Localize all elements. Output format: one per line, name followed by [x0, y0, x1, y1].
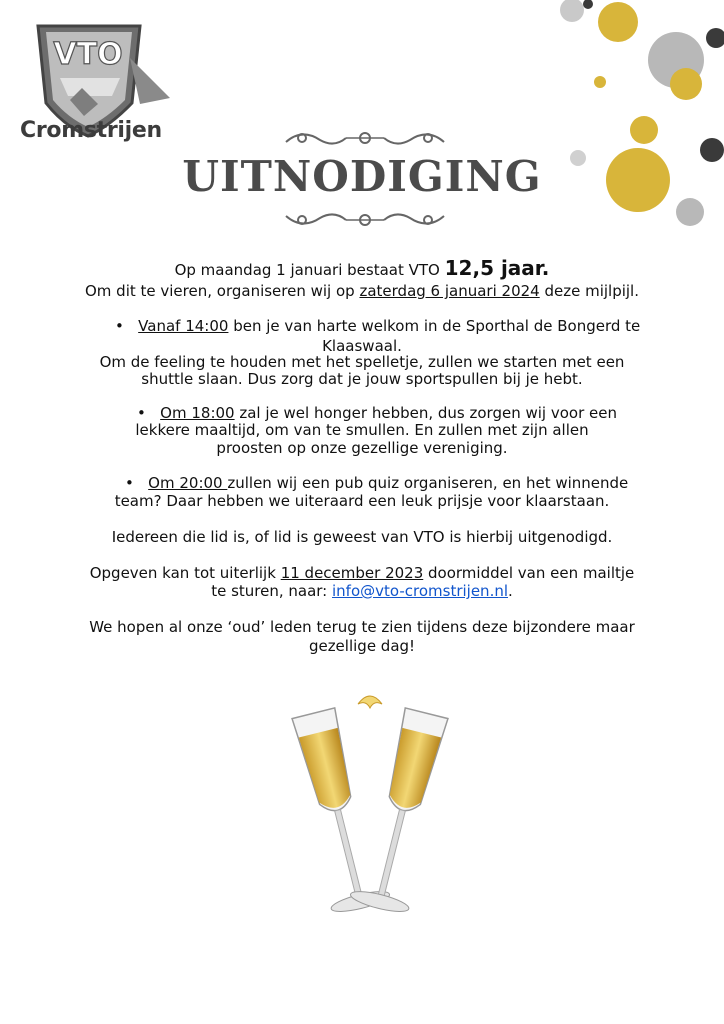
- intro-line-2: Om dit te vieren, organiseren wij op zaterdag 6 januari 2024 deze mijlpijl.: [84, 282, 639, 300]
- list-item-2-line-3: proosten op onze gezellige vereniging.: [216, 439, 508, 457]
- decorative-dots: [540, 0, 724, 240]
- closing-line-1: We hopen al onze ‘oud’ leden terug te zien tijdens deze bijzondere maar: [89, 618, 635, 636]
- list-item-3-line-2: team? Daar hebben we uiteraard een leuk prijsje voor klaarstaan.: [114, 492, 610, 510]
- closing-line-2: gezellige dag!: [308, 637, 416, 655]
- invite-all: Iedereen die lid is, of lid is geweest van VTO is hierbij uitgenodigd.: [111, 528, 613, 546]
- list-item-1-line-2: Klaaswaal.: [322, 337, 402, 355]
- logo-monogram: VTO: [53, 37, 123, 72]
- list-item-1-line-3: Om de feeling te houden met het spelletje, zullen we starten met een: [99, 353, 625, 371]
- list-item-2: • Om 18:00 zal je wel honger hebben, dus zorgen wij voor een: [137, 404, 617, 422]
- ornament-top: [282, 124, 448, 154]
- signup-line-1: Opgeven kan tot uiterlijk 11 december 2023 doormiddel van een mailtje: [89, 564, 635, 582]
- event-date: zaterdag 6 januari 2024: [359, 282, 540, 300]
- logo-name: Cromstrijen: [20, 118, 162, 143]
- ornament-bottom: [282, 204, 448, 234]
- champagne-glasses-image: [270, 690, 470, 940]
- signup-line-2: te sturen, naar: info@vto-cromstrijen.nl.: [211, 582, 513, 600]
- email-link[interactable]: info@vto-cromstrijen.nl: [332, 582, 509, 600]
- list-item-1: • Vanaf 14:00 ben je van harte welkom in de Sporthal de Bongerd te: [115, 317, 641, 335]
- list-item-3: • Om 20:00 zullen wij een pub quiz organiseren, en het winnende: [125, 474, 629, 492]
- signup-deadline: 11 december 2023: [280, 564, 424, 582]
- list-item-2-line-2: lekkere maaltijd, om van te smullen. En zullen met zijn allen: [135, 421, 589, 439]
- page-title: UITNODIGING: [182, 152, 542, 201]
- list-item-1-line-4: shuttle slaan. Dus zorg dat je jouw sportspullen bij je hebt.: [141, 370, 583, 388]
- intro-line-1: Op maandag 1 januari bestaat VTO 12,5 jaar.: [174, 256, 550, 280]
